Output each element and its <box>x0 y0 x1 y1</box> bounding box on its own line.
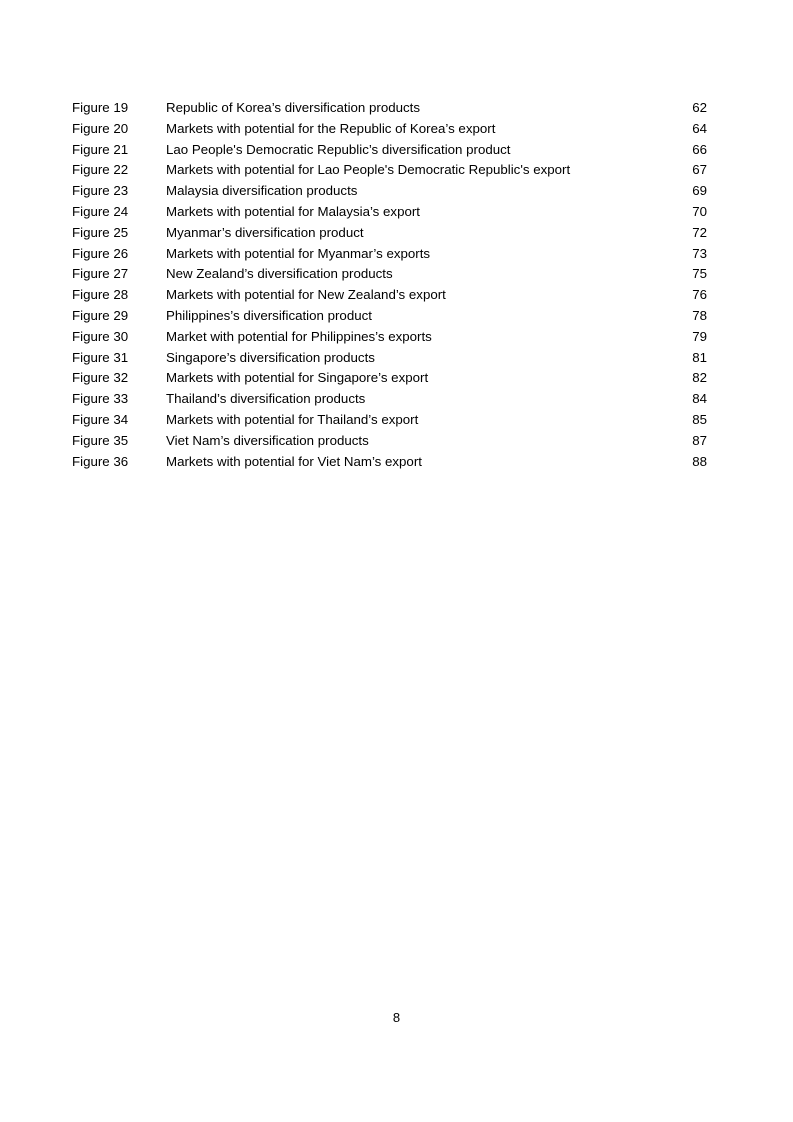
figure-entry[interactable] <box>72 285 712 306</box>
figure-label: Figure 29 <box>72 307 129 323</box>
figure-title: Markets with potential for Lao People's Democratic Republic's export <box>166 162 571 178</box>
figure-label: Figure 33 <box>72 391 129 407</box>
figure-label: Figure 27 <box>72 266 129 282</box>
figure-title: Lao People's Democratic Republic’s diversification product <box>166 141 511 157</box>
figure-entry[interactable] <box>72 98 712 119</box>
figure-title: Markets with potential for Myanmar’s exports <box>166 245 431 261</box>
figure-page-number: 85 <box>692 411 707 427</box>
figure-entry[interactable] <box>72 327 712 348</box>
figure-title: Malaysia diversification products <box>166 183 358 199</box>
figure-title: Markets with potential for Viet Nam’s export <box>166 453 422 469</box>
figure-page-number: 62 <box>692 100 707 115</box>
figure-page-number: 76 <box>692 287 707 303</box>
figure-page-number: 75 <box>692 266 707 282</box>
figure-title: New Zealand’s diversification products <box>166 266 393 282</box>
figure-entry[interactable] <box>72 223 712 244</box>
figure-label: Figure 32 <box>72 370 129 386</box>
figure-label: Figure 20 <box>72 120 129 136</box>
figure-page-number: 88 <box>692 453 707 469</box>
figure-label: Figure 24 <box>72 203 129 219</box>
figure-title: Republic of Korea’s diversification products <box>166 100 421 115</box>
figure-page-number: 79 <box>692 328 707 344</box>
figure-label: Figure 22 <box>72 162 129 178</box>
figure-title: Market with potential for Philippines’s exports <box>166 328 432 344</box>
figure-label: Figure 25 <box>72 224 129 240</box>
figure-page-number: 69 <box>692 183 707 199</box>
figure-entry[interactable] <box>72 389 712 410</box>
figure-entry[interactable] <box>72 264 712 285</box>
figure-page-number: 84 <box>692 391 707 407</box>
figure-entry[interactable] <box>72 431 712 452</box>
figure-entry[interactable] <box>72 410 712 431</box>
figure-title: Markets with potential for Thailand’s export <box>166 411 419 427</box>
figure-title: Markets with potential for Malaysia’s export <box>166 203 420 219</box>
figure-label: Figure 31 <box>72 349 129 365</box>
figure-label: Figure 35 <box>72 432 129 448</box>
figure-entry[interactable] <box>72 140 712 161</box>
figure-label: Figure 19 <box>72 100 129 115</box>
figure-label: Figure 28 <box>72 287 129 303</box>
figure-entry[interactable] <box>72 348 712 369</box>
figure-page-number: 67 <box>692 162 707 178</box>
page-number: 8 <box>392 1010 401 1025</box>
figure-label: Figure 21 <box>72 141 129 157</box>
figure-page-number: 82 <box>692 370 707 386</box>
figure-title: Myanmar’s diversification product <box>166 224 364 240</box>
figure-label: Figure 23 <box>72 183 129 199</box>
figure-title: Singapore’s diversification products <box>166 349 375 365</box>
figure-label: Figure 26 <box>72 245 129 261</box>
figure-entry[interactable] <box>72 368 712 389</box>
figure-page-number: 87 <box>692 432 707 448</box>
figure-entry[interactable] <box>72 181 712 202</box>
figure-entry[interactable] <box>72 244 712 265</box>
figure-page-number: 66 <box>692 141 707 157</box>
figure-title: Markets with potential for Singapore’s export <box>166 370 429 386</box>
figure-title: Thailand’s diversification products <box>166 391 366 407</box>
figure-page-number: 72 <box>692 224 707 240</box>
figure-entry[interactable] <box>72 119 712 140</box>
figure-entry[interactable] <box>72 202 712 223</box>
figure-page-number: 70 <box>692 203 707 219</box>
figure-page-number: 81 <box>692 349 707 365</box>
figure-label: Figure 36 <box>72 453 129 469</box>
figure-title: Viet Nam’s diversification products <box>166 432 369 448</box>
figure-entry[interactable] <box>72 452 712 473</box>
figure-title: Markets with potential for the Republic of Korea’s export <box>166 120 496 136</box>
figure-title: Philippines’s diversification product <box>166 307 372 323</box>
figure-label: Figure 30 <box>72 328 129 344</box>
figure-entry[interactable] <box>72 306 712 327</box>
figure-page-number: 73 <box>692 245 707 261</box>
figure-title: Markets with potential for New Zealand’s export <box>166 287 446 303</box>
figure-label: Figure 34 <box>72 411 129 427</box>
figure-page-number: 78 <box>692 307 707 323</box>
list-of-figures <box>72 98 712 472</box>
figure-entry[interactable] <box>72 160 712 181</box>
figure-page-number: 64 <box>692 120 707 136</box>
